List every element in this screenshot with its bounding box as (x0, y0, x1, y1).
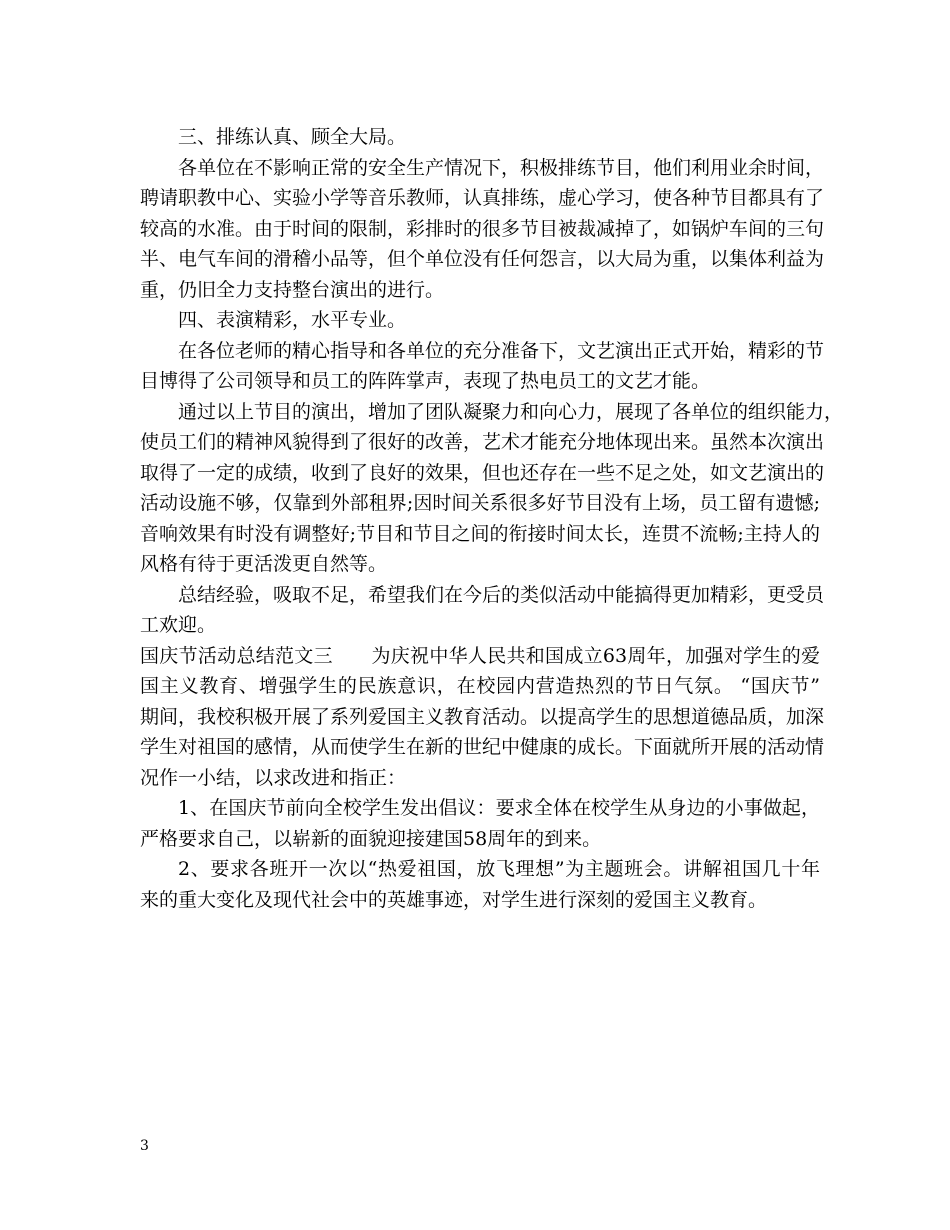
paragraph-line: 严格要求自己，以崭新的面貌迎接建国58周年的到来。 (140, 827, 602, 850)
paragraph-line: 国主义教育、增强学生的民族意识，在校园内营造热烈的节日气氛。 “国庆节” (140, 675, 820, 697)
paragraph-line: 音响效果有时没有调整好;节目和节目之间的衔接时间太长，连贯不流畅;主持人的 (140, 522, 820, 545)
paragraph-line: 使员工们的精神风貌得到了很好的改善，艺术才能充分地体现出来。虽然本次演出 (140, 431, 825, 453)
paragraph-line: 总结经验，吸取不足，希望我们在今后的类似活动中能搞得更加精彩，更受员 (178, 583, 825, 606)
paragraph-line: 2、要求各班开一次以“热爱祖国，放飞理想”为主题班会。讲解祖国几十年 (178, 858, 820, 880)
paragraph-line: 学生对祖国的感情，从而使学生在新的世纪中健康的成长。下面就所开展的活动情 (140, 736, 825, 758)
paragraph-line: 取得了一定的成绩，收到了良好的效果，但也还存在一些不足之处，如文艺演出的 (140, 461, 825, 484)
paragraph-line: 目博得了公司领导和员工的阵阵掌声，表现了热电员工的文艺才能。 (140, 370, 711, 392)
paragraph-line: 国庆节活动总结范文三 为庆祝中华人民共和国成立63周年，加强对学生的爱 (140, 644, 820, 667)
paragraph-line: 期间，我校积极开展了系列爱国主义教育活动。以提高学生的思想道德品质，加深 (140, 705, 825, 728)
paragraph-line: 来的重大变化及现代社会中的英雄事迹，对学生进行深刻的爱国主义教育。 (140, 888, 768, 911)
page-number: 3 (140, 1138, 149, 1154)
paragraph-line: 风格有待于更活泼更自然等。 (140, 553, 388, 575)
paragraph-line: 重，仍旧全力支持整台演出的进行。 (140, 278, 445, 301)
paragraph-line: 半、电气车间的滑稽小品等，但个单位没有任何怨言，以大局为重，以集体利益为 (140, 248, 825, 270)
section-heading: 四、表演精彩，水平专业。 (178, 309, 407, 331)
paragraph-line: 活动设施不够，仅靠到外部租界;因时间关系很多好节目没有上场，员工留有遗憾; (140, 492, 820, 514)
document-body (140, 122, 844, 915)
paragraph-line: 工欢迎。 (140, 614, 217, 636)
paragraph-line: 况作一小结，以求改进和指正： (140, 766, 407, 789)
paragraph-line: 聘请职教中心、实验小学等音乐教师，认真排练，虚心学习，使各种节目都具有了 (140, 187, 825, 209)
paragraph-line: 在各位老师的精心指导和各单位的充分准备下，文艺演出正式开始，精彩的节 (178, 339, 825, 362)
paragraph-line: 较高的水准。由于时间的限制，彩排时的很多节目被裁减掉了，如锅炉车间的三句 (140, 217, 825, 240)
paragraph-line: 通过以上节目的演出，增加了团队凝聚力和向心力，展现了各单位的组织能力， (178, 400, 844, 423)
paragraph-line: 各单位在不影响正常的安全生产情况下，积极排练节目，他们利用业余时间， (178, 156, 825, 179)
paragraph-line: 1、在国庆节前向全校学生发出倡议：要求全体在校学生从身边的小事做起， (178, 797, 820, 819)
section-heading: 三、排练认真、顾全大局。 (178, 126, 407, 148)
